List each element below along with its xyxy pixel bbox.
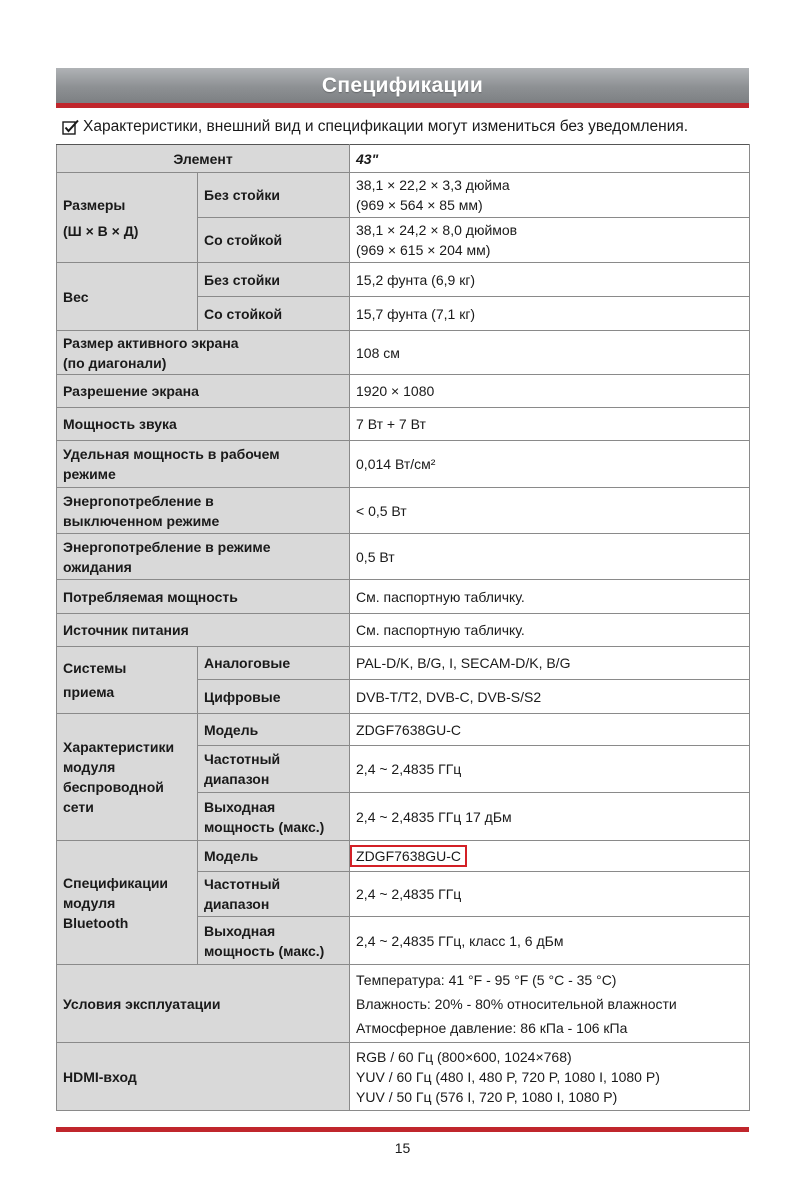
table-row [57, 331, 750, 375]
table-row [57, 263, 750, 297]
page-number: 15 [394, 1140, 411, 1156]
table-row [57, 714, 750, 746]
off-power-label: Энергопотребление в выключенном режиме [57, 488, 350, 534]
wireless-model-label: Модель [198, 714, 350, 746]
bluetooth-output-label: Выходная мощность (макс.) [198, 917, 350, 965]
table-row [57, 965, 750, 1043]
table-row [57, 534, 750, 580]
resolution-label: Разрешение экрана [57, 375, 350, 408]
weight-without-stand-value: 15,2 фунта (6,9 кг) [350, 263, 750, 297]
highlighted-model: ZDGF7638GU-C [350, 845, 467, 867]
header-element: Элемент [57, 145, 350, 173]
power-supply-label: Источник питания [57, 614, 350, 647]
weight-without-stand-label: Без стойки [198, 263, 350, 297]
table-row [57, 488, 750, 534]
footer-divider [56, 1127, 749, 1132]
reception-digital-value: DVB-T/T2, DVB-C, DVB-S/S2 [350, 680, 750, 714]
audio-power-value: 7 Вт + 7 Вт [350, 408, 750, 441]
screen-size-label: Размер активного экрана (по диагонали) [57, 331, 350, 375]
disclaimer-text: Характеристики, внешний вид и спецификации могут измениться без уведомления. [83, 118, 689, 135]
page-title-bar [56, 68, 749, 108]
table-row [57, 1043, 750, 1111]
power-supply-value: См. паспортную табличку. [350, 614, 750, 647]
power-consumption-value: См. паспортную табличку. [350, 580, 750, 614]
bluetooth-frequency-value: 2,4 ~ 2,4835 ГГц [350, 872, 750, 917]
standby-power-value: 0,5 Вт [350, 534, 750, 580]
hdmi-value: RGB / 60 Гц (800×600, 1024×768) YUV / 60 Гц (480 I, 480 P, 720 P, 1080 I, 1080 P) YUV / 50 Гц (576 I, 720 P, 1080 I, 1080 P) [350, 1043, 750, 1111]
table-header-row [57, 145, 750, 173]
bluetooth-label: Спецификации модуля Bluetooth [57, 841, 198, 965]
standby-power-label: Энергопотребление в режиме ожидания [57, 534, 350, 580]
operating-conditions-value: Температура: 41 °F - 95 °F (5 °C - 35 °C) Влажность: 20% - 80% относительной влажности Атмосферное давление: 86 кПа - 106 кПа [350, 965, 750, 1043]
weight-with-stand-value: 15,7 фунта (7,1 кг) [350, 297, 750, 331]
reception-label: Системы приема [57, 647, 198, 714]
bluetooth-model-label: Модель [198, 841, 350, 872]
page-title: Спецификации [321, 73, 484, 97]
wireless-model-value: ZDGF7638GU-C [350, 714, 750, 746]
specific-power-value: 0,014 Вт/см² [350, 441, 750, 488]
table-row [57, 580, 750, 614]
resolution-value: 1920 × 1080 [350, 375, 750, 408]
reception-digital-label: Цифровые [198, 680, 350, 714]
screen-size-value: 108 см [350, 331, 750, 375]
wireless-frequency-value: 2,4 ~ 2,4835 ГГц [350, 746, 750, 793]
header-model-size: 43" [350, 145, 750, 173]
dimensions-label: Размеры (Ш × В × Д) [57, 173, 198, 263]
table-row [57, 841, 750, 872]
operating-conditions-label: Условия эксплуатации [57, 965, 350, 1043]
disclaimer-note [62, 118, 688, 136]
bluetooth-frequency-label: Частотный диапазон [198, 872, 350, 917]
hdmi-label: HDMI-вход [57, 1043, 350, 1111]
table-row [57, 408, 750, 441]
table-row [57, 173, 750, 218]
dimensions-without-stand-label: Без стойки [198, 173, 350, 218]
bluetooth-output-value: 2,4 ~ 2,4835 ГГц, класс 1, 6 дБм [350, 917, 750, 965]
wireless-output-label: Выходная мощность (макс.) [198, 793, 350, 841]
table-row [57, 375, 750, 408]
audio-power-label: Мощность звука [57, 408, 350, 441]
table-row [57, 647, 750, 680]
off-power-value: < 0,5 Вт [350, 488, 750, 534]
spec-table [56, 144, 750, 1111]
weight-label: Вес [57, 263, 198, 331]
table-row [57, 441, 750, 488]
wireless-label: Характеристики модуля беспроводной сети [57, 714, 198, 841]
specific-power-label: Удельная мощность в рабочем режиме [57, 441, 350, 488]
wireless-frequency-label: Частотный диапазон [198, 746, 350, 793]
bluetooth-model-value [350, 841, 750, 872]
dimensions-with-stand-label: Со стойкой [198, 218, 350, 263]
reception-analog-label: Аналоговые [198, 647, 350, 680]
dimensions-without-stand-value: 38,1 × 22,2 × 3,3 дюйма (969 × 564 × 85 мм) [350, 173, 750, 218]
checkbox-icon [62, 119, 80, 135]
power-consumption-label: Потребляемая мощность [57, 580, 350, 614]
wireless-output-value: 2,4 ~ 2,4835 ГГц 17 дБм [350, 793, 750, 841]
table-row [57, 614, 750, 647]
reception-analog-value: PAL-D/K, B/G, I, SECAM-D/K, B/G [350, 647, 750, 680]
weight-with-stand-label: Со стойкой [198, 297, 350, 331]
dimensions-with-stand-value: 38,1 × 24,2 × 8,0 дюймов (969 × 615 × 204 мм) [350, 218, 750, 263]
